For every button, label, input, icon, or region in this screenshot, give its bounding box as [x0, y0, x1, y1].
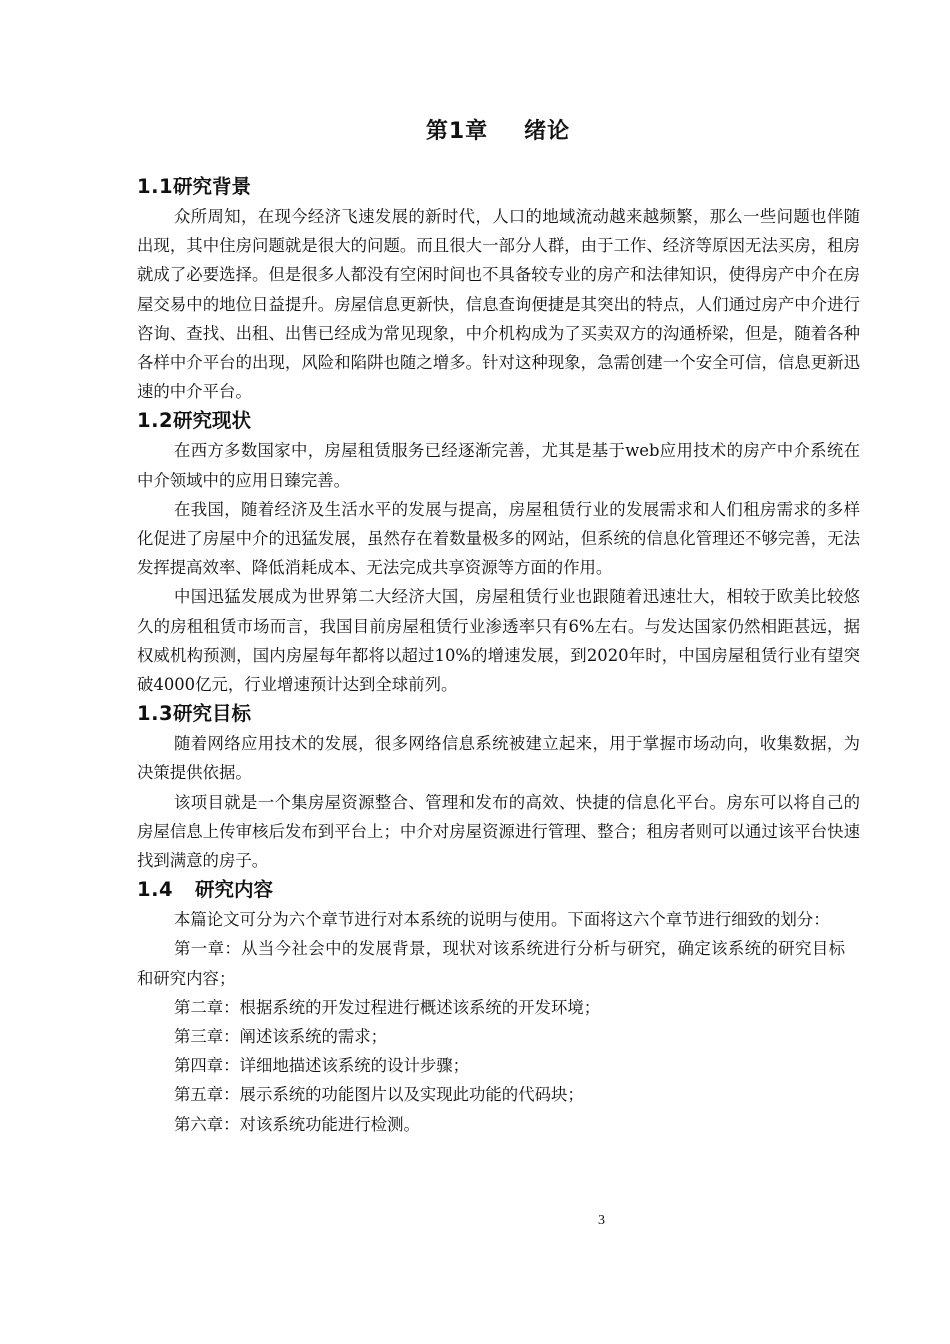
list-item: 第六章：对该系统功能进行检测。: [174, 1114, 420, 1134]
section-number: 1.3: [137, 702, 174, 726]
paragraph: 中国迅猛发展成为世界第二大经济大国，房屋租赁行业也跟随着迅速壮大，相较于欧美比较悠久的房租租赁市场而言，我国目前房屋租赁行业渗透率只有6%左右。与发达国家仍然相距甚远，据权威机构预测，国内房屋每年都将以超过10%的增速发展，到2020年时，中国房屋租赁行业有望突破4000亿元，行业增速预计达到全球前列。: [137, 587, 860, 695]
chapter-name: 绪论: [524, 119, 571, 144]
section-title: 研究内容: [195, 878, 274, 902]
section-heading-1-3: [137, 699, 860, 729]
list-item: 第四章：详细地描述该系统的设计步骤；: [174, 1056, 470, 1076]
section-title: 研究现状: [173, 409, 252, 433]
chapter-number: 第1章: [425, 119, 489, 144]
list-item: 第一章：从当今社会中的发展背景，现状对该系统进行分析与研究，确定该系统的研究目标和研究内容；: [137, 939, 845, 988]
paragraph: 在西方多数国家中，房屋租赁服务已经逐渐完善，尤其是基于web应用技术的房产中介系统在中介领域中的应用日臻完善。: [137, 441, 860, 490]
paragraph: 随着网络应用技术的发展，很多网络信息系统被建立起来，用于掌握市场动向，收集数据，为决策提供依据。: [137, 734, 860, 783]
section-title: 研究背景: [173, 175, 252, 198]
page-number: 3: [598, 1213, 605, 1228]
section-number: 1.1: [137, 175, 174, 198]
section-heading-1-1: [137, 172, 860, 202]
paragraph: 该项目就是一个集房屋资源整合、管理和发布的高效、快捷的信息化平台。房东可以将自己的房屋信息上传审核后发布到平台上；中介对房屋资源进行管理、整合；租房者则可以通过该平台快速找到满意的房子。: [137, 792, 860, 871]
section-number: 1.4: [137, 878, 174, 902]
list-item: 第三章：阐述该系统的需求；: [174, 1027, 388, 1047]
chapter-title: [0, 114, 950, 145]
chapter-body: [137, 172, 860, 1139]
section-heading-1-4: [137, 875, 860, 905]
section-heading-1-2: [137, 406, 860, 436]
section-title: 研究目标: [173, 702, 252, 726]
paragraph: 本篇论文可分为六个章节进行对本系统的说明与使用。下面将这六个章节进行细致的划分：: [174, 910, 830, 930]
section-number: 1.2: [137, 409, 174, 433]
paragraph: 在我国，随着经济及生活水平的发展与提高，房屋租赁行业的发展需求和人们租房需求的多样化促进了房屋中介的迅猛发展，虽然存在着数量极多的网站，但系统的信息化管理还不够完善，无法发挥提高效率、降低消耗成本、无法完成共享资源等方面的作用。: [137, 499, 860, 578]
list-item: 第五章：展示系统的功能图片以及实现此功能的代码块；: [174, 1085, 584, 1105]
list-item: 第二章：根据系统的开发过程进行概述该系统的开发环境；: [174, 997, 601, 1017]
paragraph: 众所周知，在现今经济飞速发展的新时代，人口的地域流动越来越频繁，那么一些问题也伴随出现，其中住房问题就是很大的问题。而且很大一部分人群，由于工作、经济等原因无法买房，租房就成了必要选择。但是很多人都没有空闲时间也不具备较专业的房产和法律知识，使得房产中介在房屋交易中的地位日益提升。房屋信息更新快，信息查询便捷是其突出的特点，人们通过房产中介进行咨询、查找、出租、出售已经成为常见现象，中介机构成为了买卖双方的沟通桥梁，但是，随着各种各样中介平台的出现，风险和陷阱也随之增多。针对这种现象，急需创建一个安全可信，信息更新迅速的中介平台。: [137, 207, 860, 402]
